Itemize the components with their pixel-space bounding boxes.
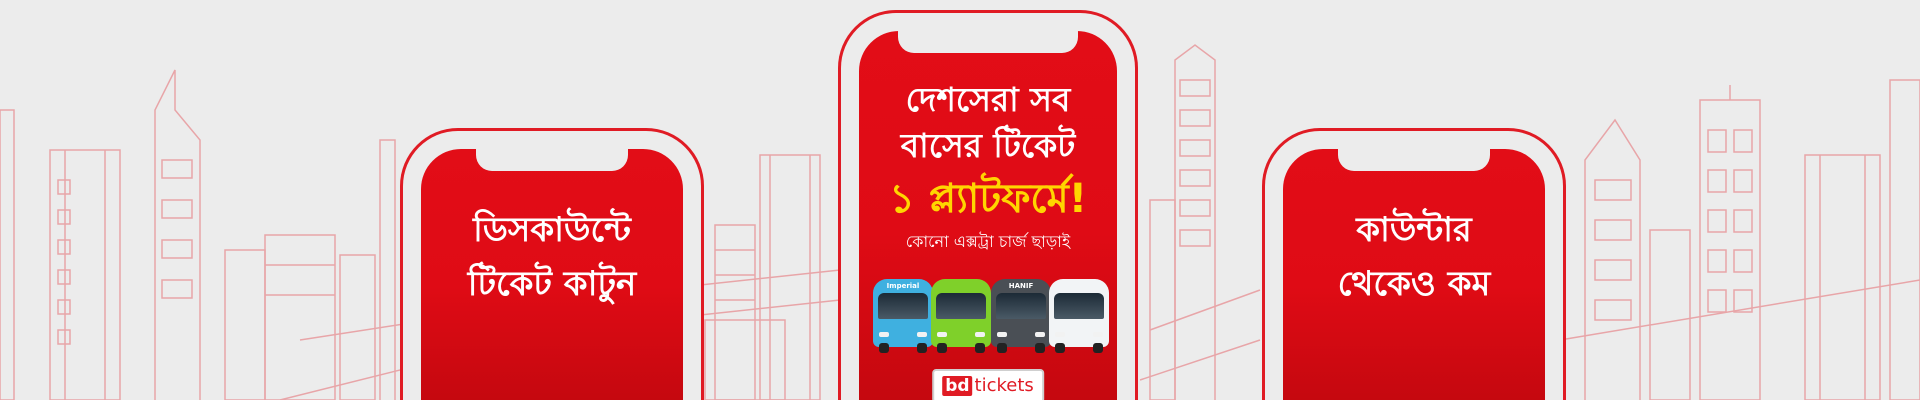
platform-phone-screen	[859, 31, 1117, 400]
phone-notch	[898, 31, 1078, 53]
headline-highlight: ১ প্ল্যাটফর্মে!	[889, 176, 1087, 222]
headline-line-2: বাসের টিকেট	[900, 126, 1076, 165]
counter-line-2: থেকেও কম	[1337, 264, 1491, 304]
discount-line-1: ডিসকাউন্টে	[473, 210, 631, 250]
phone-notch	[476, 149, 628, 171]
phone-notch	[1338, 149, 1490, 171]
bus-white-icon	[1049, 279, 1109, 347]
bus-imperial-label: Imperial	[886, 282, 920, 290]
counter-phone-screen	[1283, 149, 1545, 400]
platform-phone-card[interactable]	[838, 10, 1138, 400]
platform-headline	[859, 77, 1117, 255]
bdtickets-logo[interactable]	[932, 369, 1044, 400]
headline-subtitle: কোনো এক্সট্রা চার্জ ছাড়াই	[905, 232, 1071, 251]
logo-prefix: bd	[942, 376, 972, 396]
discount-line-2: টিকেট কাটুন	[467, 264, 637, 304]
discount-phone-screen	[421, 149, 683, 400]
discount-phone-card[interactable]	[400, 128, 704, 400]
counter-text	[1283, 203, 1545, 311]
headline-line-1: দেশসেরা সব	[905, 80, 1071, 119]
discount-text	[421, 203, 683, 311]
bus-hanif-label: HANIF	[1008, 282, 1034, 290]
bus-lineup	[873, 271, 1109, 351]
bus-green-icon	[931, 279, 991, 347]
bus-imperial-icon	[873, 279, 933, 347]
bus-hanif-icon	[991, 279, 1051, 347]
logo-name: tickets	[974, 375, 1034, 396]
counter-line-1: কাউন্টার	[1356, 210, 1472, 250]
counter-phone-card[interactable]	[1262, 128, 1566, 400]
